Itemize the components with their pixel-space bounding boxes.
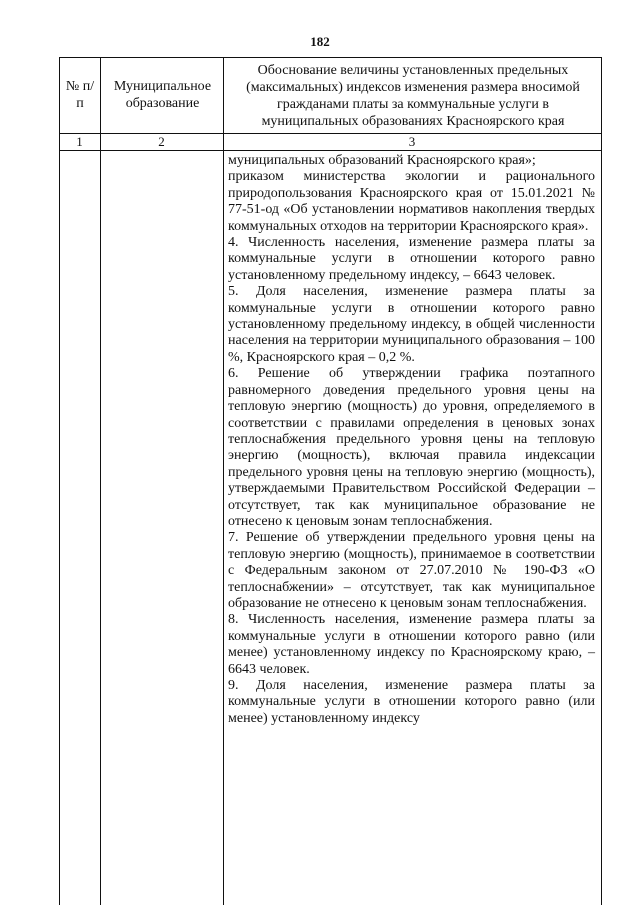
paragraph-order-reference: приказом министерства экологии и рационального природопользования Красноярского края от 15.01.2021 № 77-51-од «Об установлении нормативов накопления твердых коммунальных отходов на территории Красноярского края». (228, 169, 595, 234)
table-border-right (601, 58, 602, 905)
column-number-3: 3 (408, 134, 416, 149)
paragraph-continuation: муниципальных образований Красноярского края»; (228, 153, 536, 168)
paragraph-item-5: 5. Доля населения, изменение размера платы за коммунальные услуги в отношении которого равно установленному предельному индексу, в общей численности населения на территории муниципального образования – 100 %, Красноярского края – 0,2 %. (228, 284, 595, 365)
paragraph-item-4: 4. Численность населения, изменение размера платы за коммунальные услуги в отношении которого равно установленному предельному индексу, – 6643 человек. (228, 235, 595, 283)
page-number: 182 (310, 34, 330, 49)
column-number-2: 2 (158, 134, 165, 149)
justification-table (59, 57, 602, 905)
justification-body (228, 153, 595, 727)
column-numbers-bottom-line (59, 150, 602, 151)
column-number-1: 1 (76, 134, 83, 149)
table-border-left (59, 58, 60, 905)
table-divider-2 (223, 58, 224, 905)
header-num: № п/п (65, 79, 95, 111)
paragraph-item-6: 6. Решение об утверждении графика поэтапного равномерного доведения предельного уровня цены на тепловую энергию (мощность) до уровня, определяемого в соответствии с правилами определения в ценовых зонах теплоснабжения предельного уровня цены на тепловую энергию (мощность), включая правила индексации предельного уровня цены на тепловую энергию (мощность), утверждаемыми Правительством Российской Федерации – отсутствует, так как муниципальное образование не отнесено к ценовым зонам теплоснабжения. (228, 366, 595, 529)
header-justification: Обоснование величины установленных предельных (максимальных) индексов изменения размера вносимой гражданами платы за коммунальные услуги в муниципальных образованиях Красноярского края (246, 63, 580, 129)
paragraph-item-8: 8. Численность населения, изменение размера платы за коммунальные услуги в отношении которого равно (или менее) установленному индексу по Красноярскому краю, – 6643 человек. (228, 612, 595, 677)
paragraph-item-7: 7. Решение об утверждении предельного уровня цены на тепловую энергию (мощность), принимаемое в соответствии с Федеральным законом от 27.07.2010 № 190-ФЗ «О теплоснабжении» – отсутствует, так как муниципальное образование не отнесено к ценовым зонам теплоснабжения. (228, 530, 595, 611)
paragraph-item-9: 9. Доля населения, изменение размера платы за коммунальные услуги в отношении которого равно (или менее) установленному индексу (228, 678, 595, 726)
table-divider-1 (100, 58, 101, 905)
header-municipality: Муниципальное образование (113, 79, 212, 111)
